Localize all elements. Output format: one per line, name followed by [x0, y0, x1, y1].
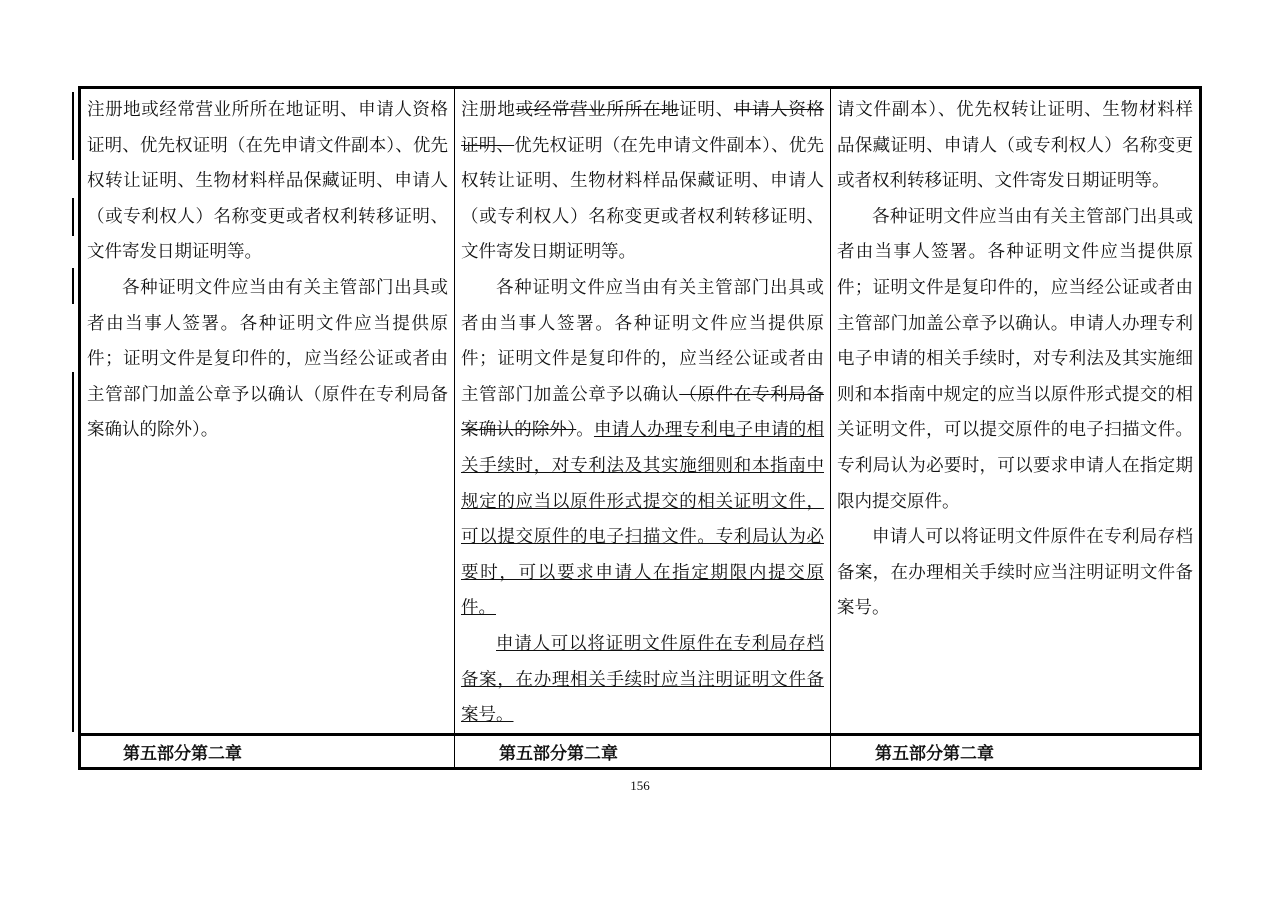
section-label-revised: 第五部分第二章 [875, 744, 994, 764]
paragraph [837, 93, 1193, 200]
comparison-table [78, 86, 1202, 770]
revision-bar [72, 372, 74, 732]
text-run: 各种证明文件应当由有关主管部门出具或者由当事人签署。各种证明文件应当提供原件；证明文件是复印件的，应当经公证或者由主管部门加盖公章予以确认。申请人办理专利电子申请的相关手续时，对专利法及其实施细则和本指南中规定的应当以原件形式提交的相关证明文件，可以提交原件的电子扫描文件。专利局认为必要时，可以要求申请人在指定期限内提交原件。 [837, 206, 1193, 512]
footer-row [81, 733, 1199, 767]
column-revised [831, 89, 1199, 733]
deleted-text: 申请人资格证明、 [461, 100, 825, 156]
text-run: 注册地 [461, 100, 516, 120]
text-run: 证明、 [679, 100, 734, 120]
paragraph [461, 627, 824, 734]
deleted-text: 或经常营业所所在地 [515, 100, 680, 120]
revision-bar [72, 198, 74, 236]
paragraph [461, 271, 824, 627]
deleted-text: （原件在专利局备案确认的除外） [461, 384, 825, 441]
text-run: 。 [576, 420, 594, 441]
column-original [81, 89, 455, 733]
text-run: 请文件副本）、优先权转让证明、生物材料样品保藏证明、申请人（或专利权人）名称变更或者权利转移证明、文件寄发日期证明等。 [837, 100, 1193, 192]
section-label-revision-marked: 第五部分第二章 [455, 736, 831, 767]
text-run: 申请人可以将证明文件原件在专利局存档备案，在办理相关手续时应当注明证明文件备案号。 [837, 527, 1193, 619]
page-number: 156 [630, 778, 650, 793]
inserted-text: 申请人办理专利电子申请的相关手续时，对专利法及其实施细则和本指南中规定的应当以原件形式提交的相关证明文件，可以提交原件的电子扫描文件。专利局认为必要时，可以要求申请人在指定期限内提交原件。 [461, 420, 825, 619]
section-label-original: 第五部分第二章 [81, 736, 455, 767]
paragraph [87, 271, 448, 449]
inserted-text: 申请人可以将证明文件原件在专利局存档备案，在办理相关手续时应当注明证明文件备案号。 [461, 633, 824, 726]
revision-bar [72, 268, 74, 304]
text-run: 优先权证明（在先申请文件副本）、优先权转让证明、生物材料样品保藏证明、申请人（或专利权人）名称变更或者权利转移证明、文件寄发日期证明等。 [461, 135, 825, 263]
paragraph [837, 520, 1193, 627]
paragraph [87, 93, 448, 271]
revision-bar [72, 92, 74, 160]
text-run: 注册地或经常营业所所在地证明、申请人资格证明、优先权证明（在先申请文件副本）、优先权转让证明、生物材料样品保藏证明、申请人（或专利权人）名称变更或者权利转移证明、文件寄发日期证明等。 [87, 100, 448, 263]
column-revision-marked [455, 89, 831, 733]
text-run: 各种证明文件应当由有关主管部门出具或者由当事人签署。各种证明文件应当提供原件；证明文件是复印件的，应当经公证或者由主管部门加盖公章予以确认（原件在专利局备案确认的除外）。 [87, 277, 448, 441]
content-row [81, 89, 1199, 733]
paragraph [461, 93, 824, 271]
paragraph [837, 200, 1193, 520]
text-run: 各种证明文件应当由有关主管部门出具或者由当事人签署。各种证明文件应当提供原件；证明文件是复印件的，应当经公证或者由主管部门加盖公章予以确认 [461, 277, 824, 405]
